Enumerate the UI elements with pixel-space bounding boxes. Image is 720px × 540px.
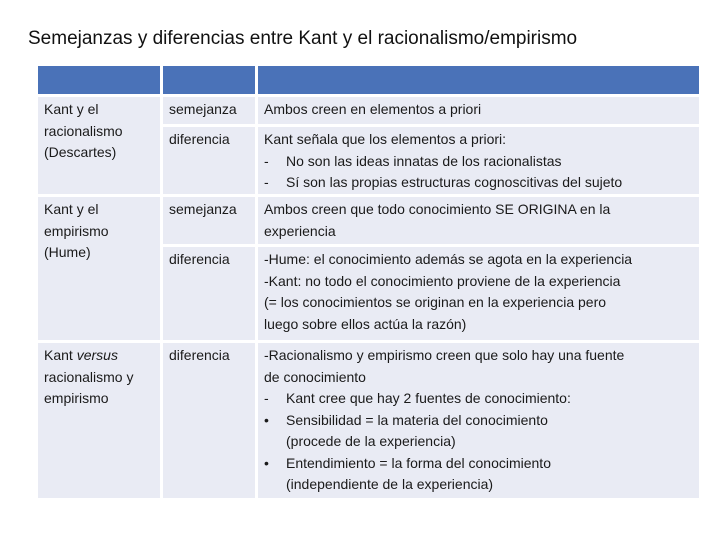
row2-a-type	[163, 197, 255, 244]
cell-text: (= los conocimientos se originan en la experiencia pero	[264, 294, 607, 310]
item-continuation: (independiente de la experiencia)	[286, 476, 494, 492]
row1-topic	[38, 97, 160, 194]
cell-text: -Hume: el conocimiento además se agota en la experiencia	[264, 251, 633, 267]
cell-text: Ambos creen que todo conocimiento SE ORIGINA en la	[264, 201, 611, 217]
row3-type	[163, 343, 255, 498]
cell-text: de conocimiento	[264, 368, 366, 385]
item-continuation: (procede de la experiencia)	[286, 433, 456, 449]
type-label: semejanza	[169, 201, 237, 217]
bullet-item	[264, 453, 693, 475]
row2-b-text	[258, 247, 699, 340]
topic-line: Kant y el	[44, 101, 99, 117]
cell-text: -Kant: no todo el conocimiento proviene de la experiencia	[264, 272, 621, 289]
row1-b-text	[258, 127, 699, 194]
row1-b-type	[163, 127, 255, 194]
topic-line: (Descartes)	[44, 144, 117, 160]
bullet-icon: •	[264, 454, 269, 471]
dash-mark: -	[264, 174, 269, 190]
topic-line: racionalismo y	[44, 368, 134, 385]
type-label: diferencia	[169, 347, 230, 363]
cell-text: Ambos creen en elementos a priori	[264, 101, 482, 117]
dash-mark: -	[264, 390, 269, 406]
row2-topic	[38, 197, 160, 340]
list-item	[264, 388, 693, 410]
bullet-icon: •	[264, 411, 269, 428]
row3-topic	[38, 343, 160, 498]
page-title: Semejanzas y diferencias entre Kant y el racionalismo/empirismo	[28, 28, 578, 49]
topic-italic: versus	[76, 347, 118, 363]
header-cell-2	[163, 66, 255, 94]
item-text: Sí son las propias estructuras cognoscitivas del sujeto	[286, 174, 623, 190]
cell-text: Kant señala que los elementos a priori:	[264, 131, 507, 147]
type-label: semejanza	[169, 101, 237, 117]
item-text: Entendimiento = la forma del conocimiento	[286, 454, 551, 471]
list-item	[264, 172, 693, 194]
header-cell-1	[38, 66, 160, 94]
header-cell-3	[258, 66, 699, 94]
cell-text: luego sobre ellos actúa la razón)	[264, 315, 467, 332]
topic-prefix: Kant	[44, 347, 73, 363]
bullet-item	[264, 410, 693, 432]
topic-line: empirismo	[44, 222, 109, 239]
topic-line: Kant y el	[44, 201, 99, 217]
item-text: No son las ideas innatas de los racionalistas	[286, 152, 562, 169]
type-label: diferencia	[169, 131, 230, 147]
row2-b-type	[163, 247, 255, 340]
row1-a-type	[163, 97, 255, 124]
topic-line: empirismo	[44, 390, 109, 406]
topic-line: (Hume)	[44, 244, 91, 260]
list-item	[264, 151, 693, 173]
comparison-table	[38, 66, 699, 498]
item-text: Kant cree que hay 2 fuentes de conocimiento:	[286, 390, 571, 406]
row2-a-text	[258, 197, 699, 244]
cell-text: -Racionalismo y empirismo creen que solo hay una fuente	[264, 347, 625, 363]
row3-text	[258, 343, 699, 498]
item-text: Sensibilidad = la materia del conocimiento	[286, 411, 548, 428]
cell-text: experiencia	[264, 222, 336, 239]
dash-mark: -	[264, 152, 269, 169]
topic-line: racionalismo	[44, 122, 123, 139]
topic-line	[44, 345, 154, 367]
type-label: diferencia	[169, 251, 230, 267]
row1-a-text	[258, 97, 699, 124]
